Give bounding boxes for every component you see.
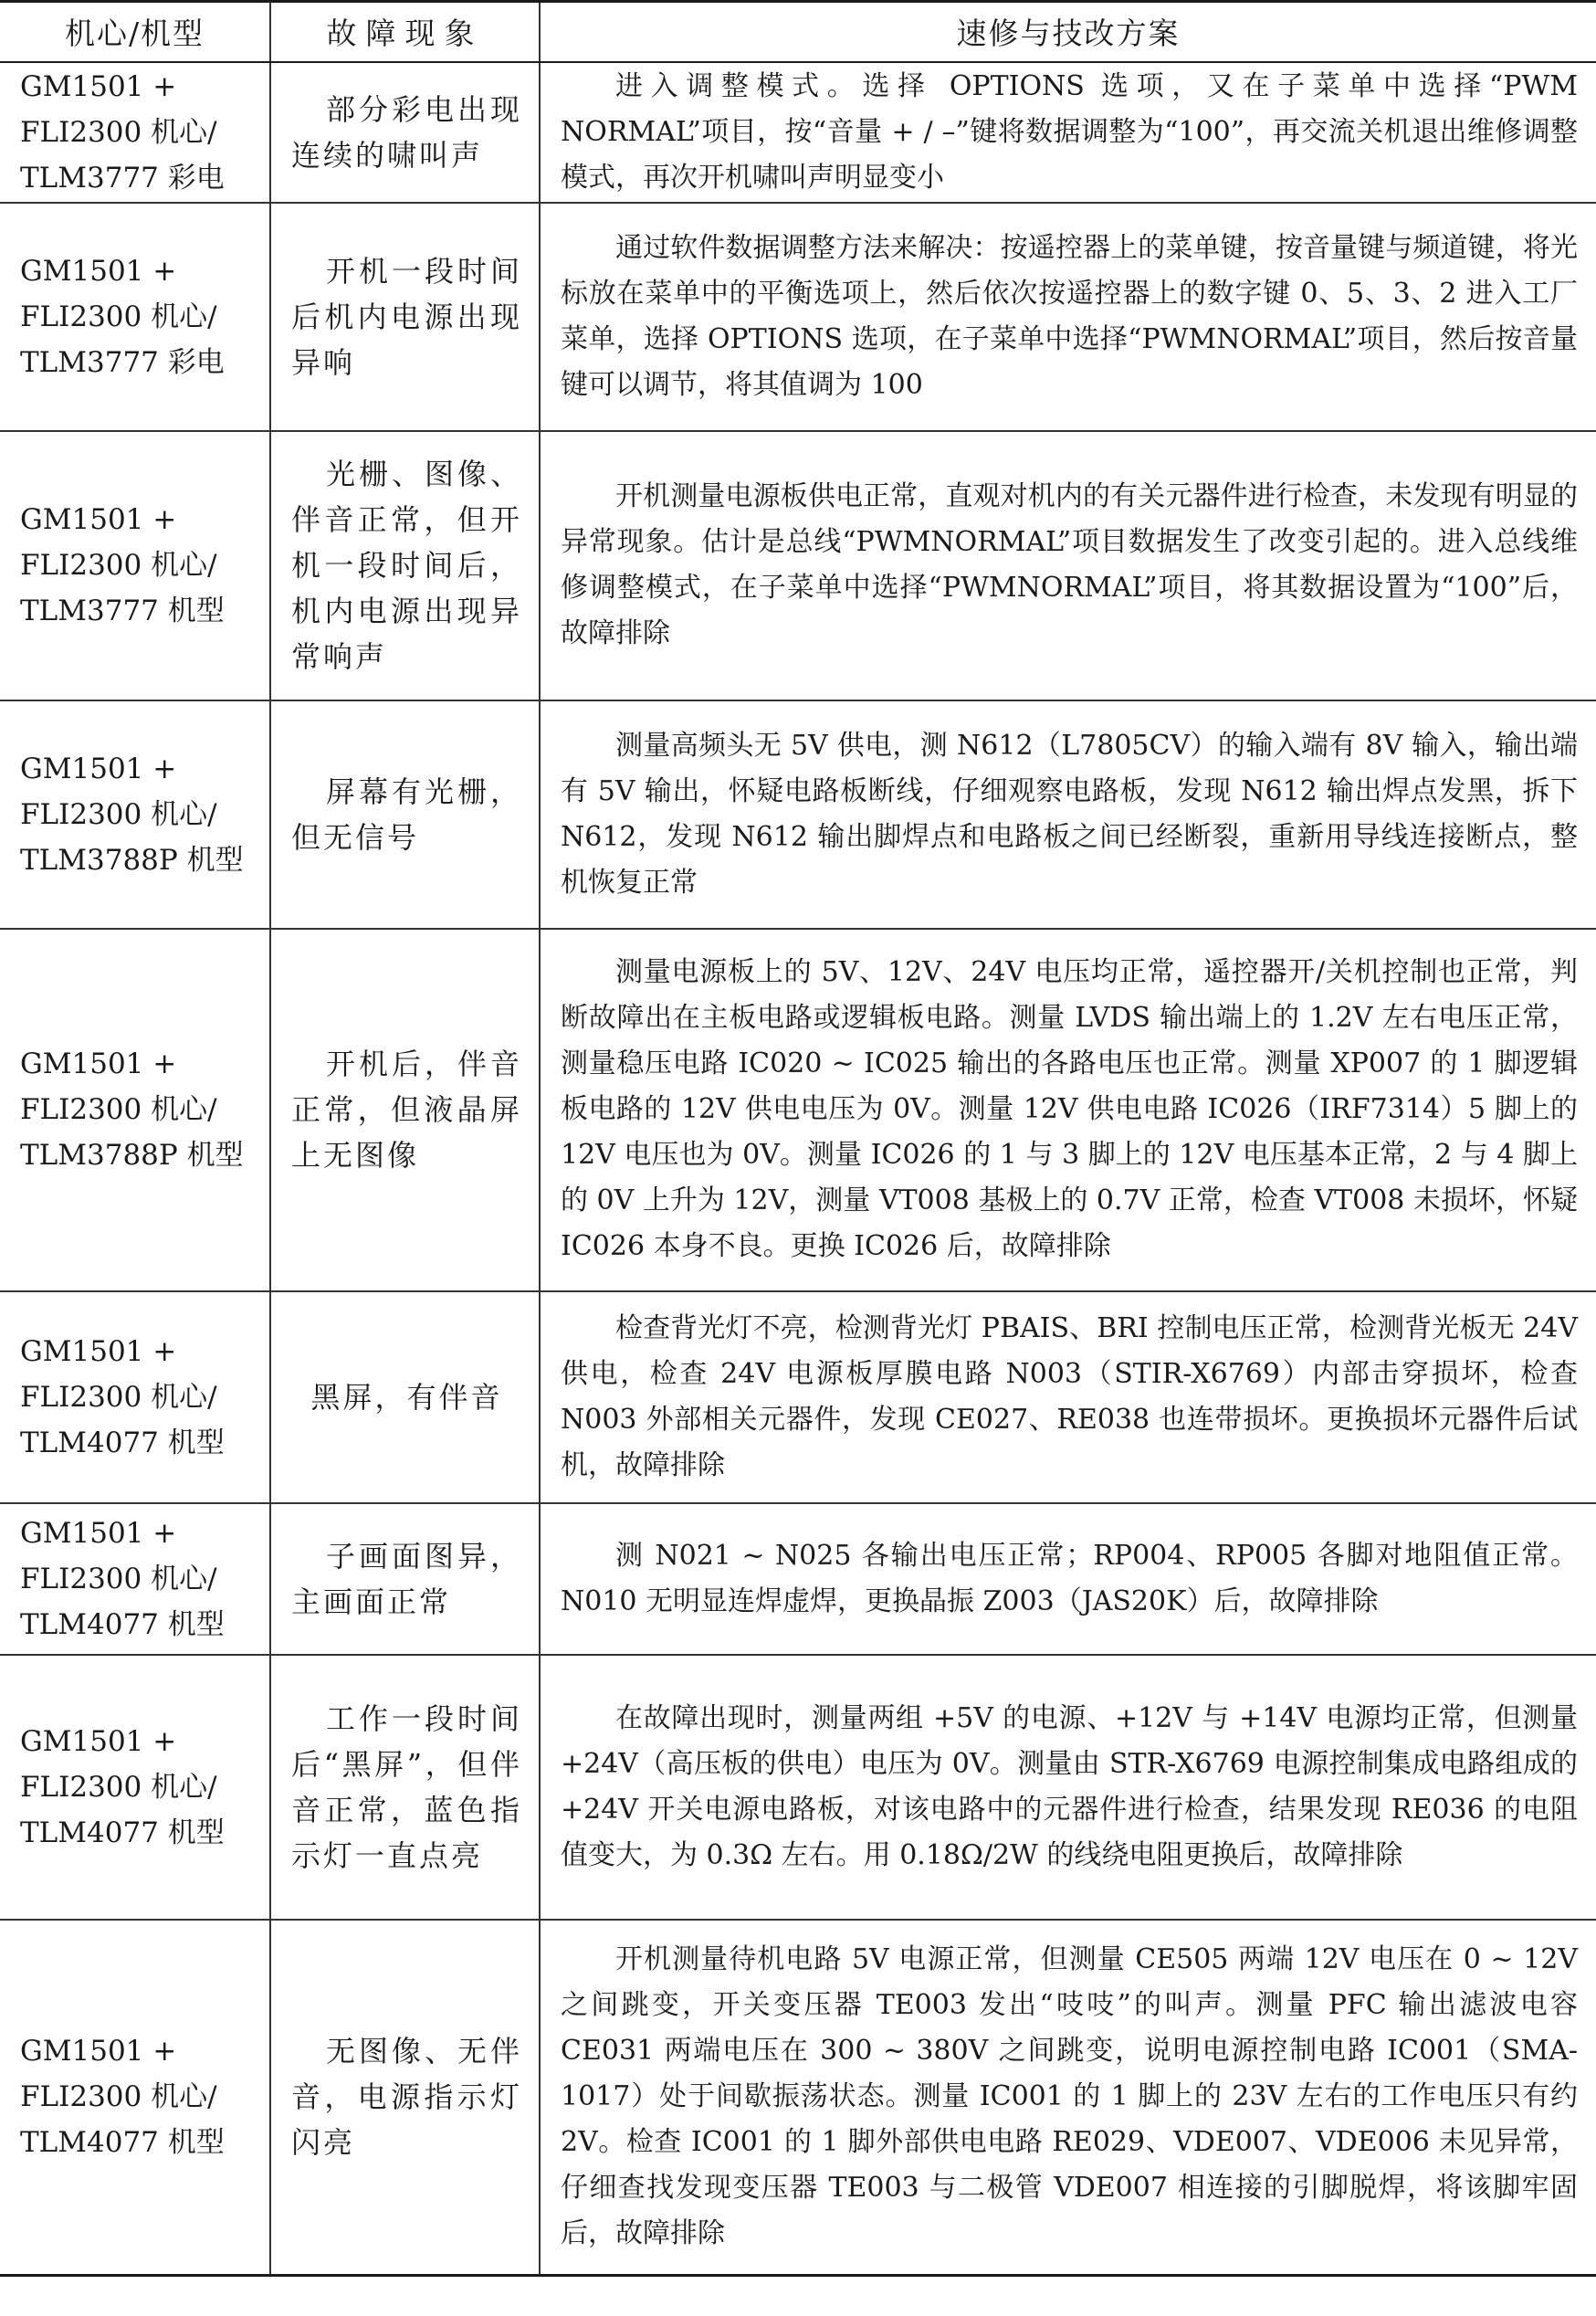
fault-cell: 部分彩电出现连续的啸叫声 xyxy=(270,62,540,203)
model-line: GM1501 + xyxy=(20,2035,177,2069)
fault-cell: 开机一段时间后机内电源出现异响 xyxy=(270,203,540,431)
model-cell xyxy=(0,1503,270,1655)
model-line: GM1501 + xyxy=(20,1334,177,1368)
model-line: GM1501 + xyxy=(20,254,177,288)
model-line: TLM3777 彩电 xyxy=(20,161,225,195)
model-line: FLI2300 机心/ xyxy=(20,1562,217,1595)
table-row xyxy=(0,700,1596,929)
model-line: TLM4077 机型 xyxy=(20,2126,225,2160)
fault-cell: 无图像、无伴音，电源指示灯闪亮 xyxy=(270,1920,540,2276)
table-row xyxy=(0,1503,1596,1655)
solution-cell: 开机测量电源板供电正常，直观对机内的有关元器件进行检查，未发现有明显的异常现象。估计是总线“PWMNORMAL”项目数据发生了改变引起的。进入总线维修调整模式，在子菜单中选择“PWMNORMAL”项目，将其数据设置为“100”后，故障排除 xyxy=(540,431,1596,700)
model-line: TLM4077 机型 xyxy=(20,1816,225,1849)
fault-cell: 子画面图异，主画面正常 xyxy=(270,1503,540,1655)
model-cell xyxy=(0,700,270,929)
model-cell xyxy=(0,1291,270,1503)
model-line: FLI2300 机心/ xyxy=(20,1770,217,1804)
solution-cell: 通过软件数据调整方法来解决：按遥控器上的菜单键，按音量键与频道键，将光标放在菜单中的平衡选项上，然后依次按遥控器上的数字键 0、5、3、2 进入工厂菜单，选择 OPTIONS 选项，在子菜单中选择“PWMNORMAL”项目，然后按音量键可以调节，将其值调为 100 xyxy=(540,203,1596,431)
model-line: FLI2300 机心/ xyxy=(20,115,217,149)
solution-cell: 检查背光灯不亮，检测背光灯 PBAIS、BRI 控制电压正常，检测背光板无 24V 供电，检查 24V 电源板厚膜电路 N003（STIR-X6769）内部击穿损坏，检查 N003 外部相关元器件，发现 CE027、RE038 也连带损坏。更换损坏元器件后试机，故障排除 xyxy=(540,1291,1596,1503)
model-line: TLM3788P 机型 xyxy=(20,1139,244,1172)
model-line: GM1501 + xyxy=(20,1047,177,1080)
model-line: FLI2300 机心/ xyxy=(20,1380,217,1414)
model-cell xyxy=(0,431,270,700)
model-line: GM1501 + xyxy=(20,1516,177,1550)
model-line: TLM3777 机型 xyxy=(20,595,225,627)
table-row xyxy=(0,62,1596,203)
fault-cell: 开机后，伴音正常，但液晶屏上无图像 xyxy=(270,929,540,1291)
model-line: GM1501 + xyxy=(20,1724,177,1758)
solution-cell: 在故障出现时，测量两组 +5V 的电源、+12V 与 +14V 电源均正常，但测量 +24V（高压板的供电）电压为 0V。测量由 STR-X6769 电源控制集成电路组成的 +24V 开关电源电路板，对该电路中的元器件进行检查，结果发现 RE036 的电阻值变大，为 0.3Ω 左右。用 0.18Ω/2W 的线绕电阻更换后，故障排除 xyxy=(540,1655,1596,1920)
model-cell xyxy=(0,1655,270,1920)
table-row xyxy=(0,929,1596,1291)
model-line: GM1501 + xyxy=(20,69,177,103)
solution-cell: 测 N021 ~ N025 各输出电压正常；RP004、RP005 各脚对地阻值正常。N010 无明显连焊虚焊，更换晶振 Z003（JAS20K）后，故障排除 xyxy=(540,1503,1596,1655)
fault-cell: 光栅、图像、伴音正常，但开机一段时间后，机内电源出现异常响声 xyxy=(270,431,540,700)
model-cell xyxy=(0,929,270,1291)
model-line: FLI2300 机心/ xyxy=(20,797,217,831)
table-row xyxy=(0,1655,1596,1920)
table-row xyxy=(0,203,1596,431)
model-line: FLI2300 机心/ xyxy=(20,2080,217,2114)
model-cell xyxy=(0,62,270,203)
table-row xyxy=(0,1291,1596,1503)
table-row xyxy=(0,1920,1596,2276)
solution-cell: 进入调整模式。选择 OPTIONS 选项，又在子菜单中选择“PWM NORMAL”项目，按“音量 + / –”键将数据调整为“100”，再交流关机退出维修调整模式，再次开机啸叫声明显变小 xyxy=(540,62,1596,203)
fault-cell: 工作一段时间后“黑屏”，但伴音正常，蓝色指示灯一直点亮 xyxy=(270,1655,540,1920)
model-cell xyxy=(0,1920,270,2276)
header-model: 机心/机型 xyxy=(0,2,270,62)
header-fault: 故障现象 xyxy=(270,2,540,62)
solution-cell: 开机测量待机电路 5V 电源正常，但测量 CE505 两端 12V 电压在 0 ~ 12V 之间跳变，开关变压器 TE003 发出“吱吱”的叫声。测量 PFC 输出滤波电容 CE031 两端电压在 300 ~ 380V 之间跳变，说明电源控制电路 IC001（SMA-1017）处于间歇振荡状态。测量 IC001 的 1 脚上的 23V 左右的工作电压只有约 2V。检查 IC001 的 1 脚外部供电电路 RE029、VDE007、VDE006 未见异常，仔细查找发现变压器 TE003 与二极管 VDE007 相连接的引脚脱焊，将该脚牢固后，故障排除 xyxy=(540,1920,1596,2276)
model-line: GM1501 + xyxy=(20,752,177,785)
solution-cell: 测量高频头无 5V 供电，测 N612（L7805CV）的输入端有 8V 输入，输出端有 5V 输出，怀疑电路板断线，仔细观察电路板，发现 N612 输出焊点发黑，拆下 N612，发现 N612 输出脚焊点和电路板之间已经断裂，重新用导线连接断点，整机恢复正常 xyxy=(540,700,1596,929)
header-row xyxy=(0,2,1596,62)
model-line: TLM4077 机型 xyxy=(20,1426,225,1459)
solution-cell: 测量电源板上的 5V、12V、24V 电压均正常，遥控器开/关机控制也正常，判断故障出在主板电路或逻辑板电路。测量 LVDS 输出端上的 1.2V 左右电压正常，测量稳压电路 IC020 ~ IC025 输出的各路电压也正常。测量 XP007 的 1 脚逻辑板电路的 12V 供电电压为 0V。测量 12V 供电电路 IC026（IRF7314）5 脚上的 12V 电压也为 0V。测量 IC026 的 1 与 3 脚上的 12V 电压基本正常，2 与 4 脚上的 0V 上升为 12V，测量 VT008 基极上的 0.7V 正常，检查 VT008 未损坏，怀疑 IC026 本身不良。更换 IC026 后，故障排除 xyxy=(540,929,1596,1291)
header-solution: 速修与技改方案 xyxy=(540,2,1596,62)
model-line: TLM3788P 机型 xyxy=(20,843,244,877)
model-line: TLM4077 机型 xyxy=(20,1607,225,1641)
fault-cell: 屏幕有光栅，但无信号 xyxy=(270,700,540,929)
model-line: FLI2300 机心/ xyxy=(20,1093,217,1126)
model-line: FLI2300 机心/ xyxy=(20,549,217,582)
table-row xyxy=(0,431,1596,700)
fault-cell: 黑屏，有伴音 xyxy=(270,1291,540,1503)
model-line: FLI2300 机心/ xyxy=(20,300,217,333)
model-cell xyxy=(0,203,270,431)
model-line: GM1501 + xyxy=(20,503,177,536)
model-line: TLM3777 彩电 xyxy=(20,345,225,379)
